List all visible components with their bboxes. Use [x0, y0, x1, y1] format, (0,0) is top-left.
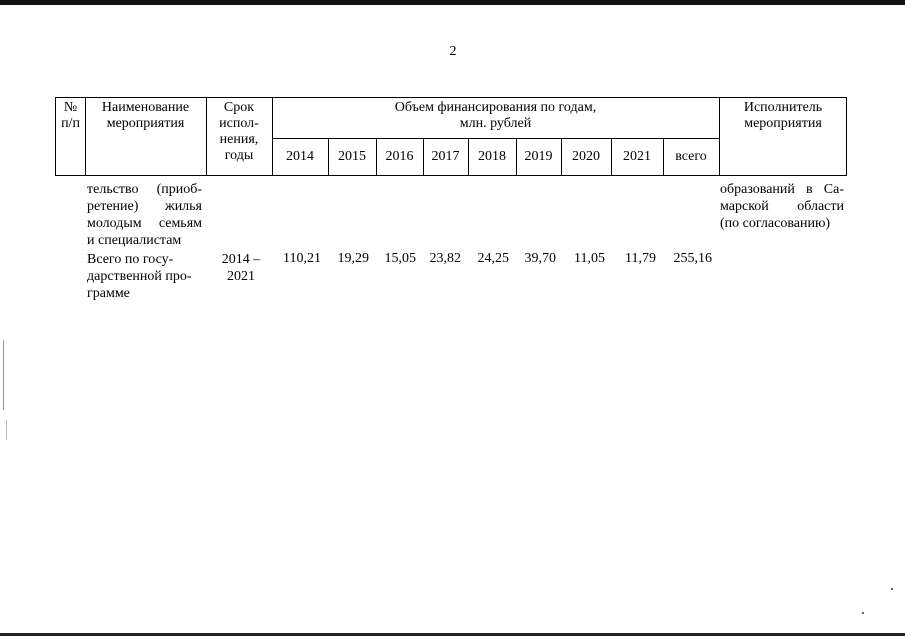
total-row-name — [87, 251, 203, 302]
total-value-2015: 19,29 — [337, 251, 369, 266]
continued-row-name-line: ретение) жилья — [87, 199, 202, 214]
header-term-line: Срок — [223, 100, 255, 115]
continued-row-executor — [720, 181, 844, 232]
total-row-term — [212, 251, 270, 285]
continued-row-name-line: и специалистам — [87, 233, 182, 248]
year-header-2019: 2019 — [524, 149, 553, 164]
year-header-2018: 2018 — [478, 149, 506, 164]
year-header-2015: 2015 — [338, 149, 366, 164]
header-executor-line: мероприятия — [744, 116, 822, 131]
header-funding — [272, 100, 719, 132]
page-number: 2 — [449, 44, 457, 59]
year-header-2014: 2014 — [286, 149, 314, 164]
header-name — [85, 100, 206, 132]
header-num-line: № — [63, 100, 78, 115]
header-executor — [719, 100, 847, 132]
total-value-2019: 39,70 — [524, 251, 556, 266]
total-value-2016: 15,05 — [384, 251, 416, 266]
year-header-2016: 2016 — [385, 149, 414, 164]
total-value-2017: 23,82 — [429, 251, 461, 266]
total-value-2018: 24,25 — [477, 251, 509, 266]
continued-row-executor-line: образований в Са- — [720, 182, 844, 197]
total-value-2021: 11,79 — [625, 251, 656, 266]
year-header-2017: 2017 — [431, 149, 460, 164]
header-num — [56, 100, 85, 132]
year-header-2021: 2021 — [623, 149, 651, 164]
scan-speck — [891, 588, 893, 590]
continued-row-executor-line: марской области — [720, 199, 844, 214]
scan-speck — [862, 612, 864, 614]
continued-row-name — [87, 181, 202, 249]
table-header — [55, 97, 847, 176]
header-term-line: годы — [224, 148, 254, 163]
year-header-total: всего — [675, 149, 707, 164]
header-name-line: Наименование — [101, 100, 190, 115]
header-funding-line: Объем финансирования по годам, — [394, 100, 597, 115]
continued-row-name-line: тельство (приоб- — [87, 182, 202, 197]
scan-border-top — [0, 0, 905, 5]
header-num-line: п/п — [61, 116, 80, 131]
total-row-term-line: 2014 – — [221, 252, 261, 267]
year-header-2020: 2020 — [572, 149, 600, 164]
continued-row-executor-line: (по согласованию) — [720, 216, 831, 231]
header-term-line: нения, — [219, 132, 259, 147]
total-value-2014: 110,21 — [283, 251, 321, 266]
header-term-line: испол- — [219, 116, 259, 131]
scan-mark-left — [3, 340, 4, 410]
scan-border-bottom — [0, 633, 905, 636]
total-row-name-line: дарственной про- — [87, 269, 192, 284]
header-executor-line: Исполнитель — [743, 100, 823, 115]
total-row-name-line: грамме — [87, 286, 130, 301]
scan-mark-left-2 — [6, 420, 7, 440]
total-row-term-line: 2021 — [227, 269, 255, 284]
continued-row-name-line: молодым семьям — [87, 216, 202, 231]
header-term — [206, 100, 272, 164]
header-funding-line: млн. рублей — [459, 116, 532, 131]
total-value-2020: 11,05 — [574, 251, 605, 266]
header-name-line: мероприятия — [106, 116, 185, 131]
total-value-all: 255,16 — [673, 251, 712, 266]
total-row-name-line: Всего по госу- — [87, 252, 174, 267]
